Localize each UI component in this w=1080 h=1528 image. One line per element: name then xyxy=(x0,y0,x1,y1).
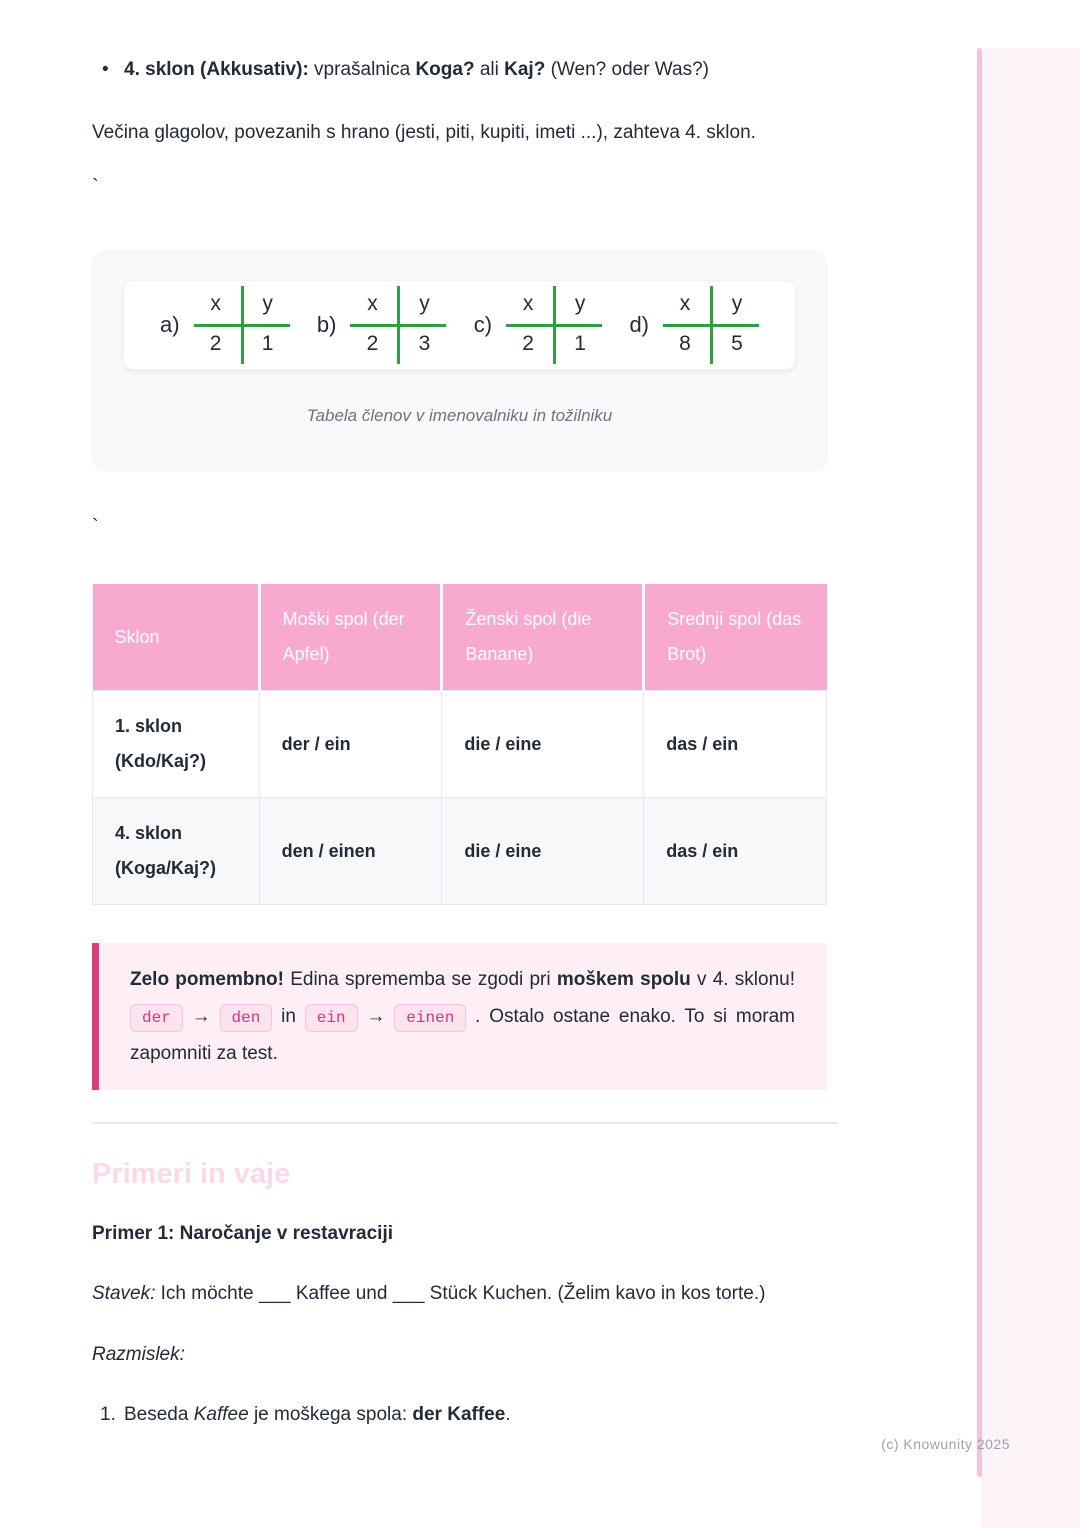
row-label: 4. sklon (Koga/Kaj?) xyxy=(93,798,260,905)
callout-text: . Ostalo ostane enako. To si moram zapomniti za test. xyxy=(130,1006,796,1064)
cell-masculine: den / einen xyxy=(259,798,442,905)
arrow-right-icon: → xyxy=(366,1006,386,1027)
example-title: Primer 1: Naročanje v restavraciji xyxy=(92,1223,394,1244)
note-content xyxy=(92,0,827,1429)
cross-cell: 1 xyxy=(574,332,586,355)
cell-feminine: die / eine xyxy=(442,691,644,798)
cross-vertical-line xyxy=(241,286,244,364)
cross-grid xyxy=(194,286,290,364)
code-chip-der: der xyxy=(130,1004,183,1032)
section-divider xyxy=(92,1122,838,1124)
cross-grid xyxy=(506,286,602,364)
cross-cell: 8 xyxy=(679,332,691,355)
cross-label: c) xyxy=(473,312,493,337)
cross-label: b) xyxy=(316,312,337,337)
row-label: 1. sklon (Kdo/Kaj?) xyxy=(93,691,260,798)
cross-table-a xyxy=(160,286,290,364)
header-neuter: Srednji spol (das Brot) xyxy=(644,584,827,691)
cross-tables-panel xyxy=(123,280,796,370)
declension-table xyxy=(92,584,827,905)
cell-neuter: das / ein xyxy=(644,798,827,905)
callout-text: Edina sprememba se zgodi pri xyxy=(284,969,557,990)
callout-text: in xyxy=(272,1006,305,1027)
cross-cell: 5 xyxy=(731,332,743,355)
intro-paragraph: Večina glagolov, povezanih s hrano (jesti, piti, kupiti, imeti ...), zahteva 4. sklon. xyxy=(92,122,756,143)
cross-table-d xyxy=(629,286,759,364)
header-sklon: Sklon xyxy=(93,584,260,691)
cross-vertical-line xyxy=(553,286,556,364)
list-italic-word: Kaffee xyxy=(193,1404,249,1425)
list-item xyxy=(92,1401,827,1429)
cross-table-c xyxy=(474,286,602,364)
bullet-bold-kaj: Kaj? xyxy=(504,59,546,80)
bullet-bold-case: 4. sklon (Akkusativ): xyxy=(124,59,309,80)
cross-cell: 3 xyxy=(418,332,431,355)
cell-masculine: der / ein xyxy=(259,691,442,798)
important-callout xyxy=(92,943,827,1090)
figure-card xyxy=(92,251,827,471)
reflection-label: Razmislek: xyxy=(92,1344,185,1365)
code-chip-ein: ein xyxy=(305,1004,358,1032)
cross-table-b xyxy=(317,286,447,364)
sentence-text: Ich möchte ___ Kaffee und ___ Stück Kuchen. (Želim kavo in kos torte.) xyxy=(155,1283,766,1304)
bullet-bold-koga: Koga? xyxy=(415,59,475,80)
cross-grid xyxy=(663,286,759,364)
cross-vertical-line xyxy=(397,286,400,364)
code-chip-einen: einen xyxy=(394,1004,466,1032)
list-text: . xyxy=(505,1404,511,1425)
cross-cell: x xyxy=(367,292,378,315)
bullet-text: (Wen? oder Was?) xyxy=(545,59,709,80)
callout-lead: Zelo pomembno! xyxy=(130,969,284,990)
bullet-item-akkusativ xyxy=(92,56,827,84)
callout-text: v 4. sklonu! xyxy=(690,969,795,990)
header-feminine: Ženski spol (die Banane) xyxy=(442,584,644,691)
copyright-footer: (c) Knowunity 2025 xyxy=(881,1436,1010,1452)
bullet-icon: • xyxy=(102,59,109,80)
arrow-right-icon: → xyxy=(191,1006,211,1027)
code-chip-den: den xyxy=(220,1004,273,1032)
list-number: 1. xyxy=(100,1404,116,1425)
callout-emphasis: moškem spolu xyxy=(556,969,691,990)
cross-cell: x xyxy=(522,292,534,315)
cross-cell: 1 xyxy=(261,332,274,355)
figure-caption: Tabela členov v imenovalniku in tožilniku xyxy=(306,406,613,425)
table-header-row xyxy=(93,584,827,691)
stray-backtick-1: ` xyxy=(92,176,99,198)
cross-grid xyxy=(350,286,446,364)
bullet-text: vprašalnica xyxy=(308,59,416,80)
cross-label: d) xyxy=(629,312,649,337)
cross-cell: y xyxy=(731,292,743,315)
cross-cell: 2 xyxy=(522,332,534,355)
cell-feminine: die / eine xyxy=(442,798,644,905)
page-edge-decoration xyxy=(981,48,1080,1528)
example-sentence xyxy=(92,1275,827,1312)
stray-backtick-2: ` xyxy=(92,516,99,538)
list-bold-answer: der Kaffee xyxy=(412,1404,506,1425)
cross-cell: x xyxy=(679,292,691,315)
cross-cell: x xyxy=(210,292,221,315)
cross-cell: 2 xyxy=(209,332,222,355)
cell-neuter: das / ein xyxy=(644,691,827,798)
cross-cell: 2 xyxy=(366,332,379,355)
page-edge-divider-line xyxy=(977,48,982,1477)
list-text: Beseda xyxy=(124,1404,194,1425)
cross-label: a) xyxy=(160,312,180,337)
cross-cell: y xyxy=(262,292,273,315)
sentence-label: Stavek: xyxy=(92,1283,156,1304)
table-row xyxy=(93,691,827,798)
section-heading: Primeri in vaje xyxy=(92,1158,291,1190)
list-text: je moškega spola: xyxy=(248,1404,413,1425)
cross-cell: y xyxy=(419,292,430,315)
header-masculine: Moški spol (der Apfel) xyxy=(259,584,442,691)
cross-vertical-line xyxy=(710,286,713,364)
table-row xyxy=(93,798,827,905)
cross-cell: y xyxy=(574,292,586,315)
bullet-text: ali xyxy=(474,59,505,80)
